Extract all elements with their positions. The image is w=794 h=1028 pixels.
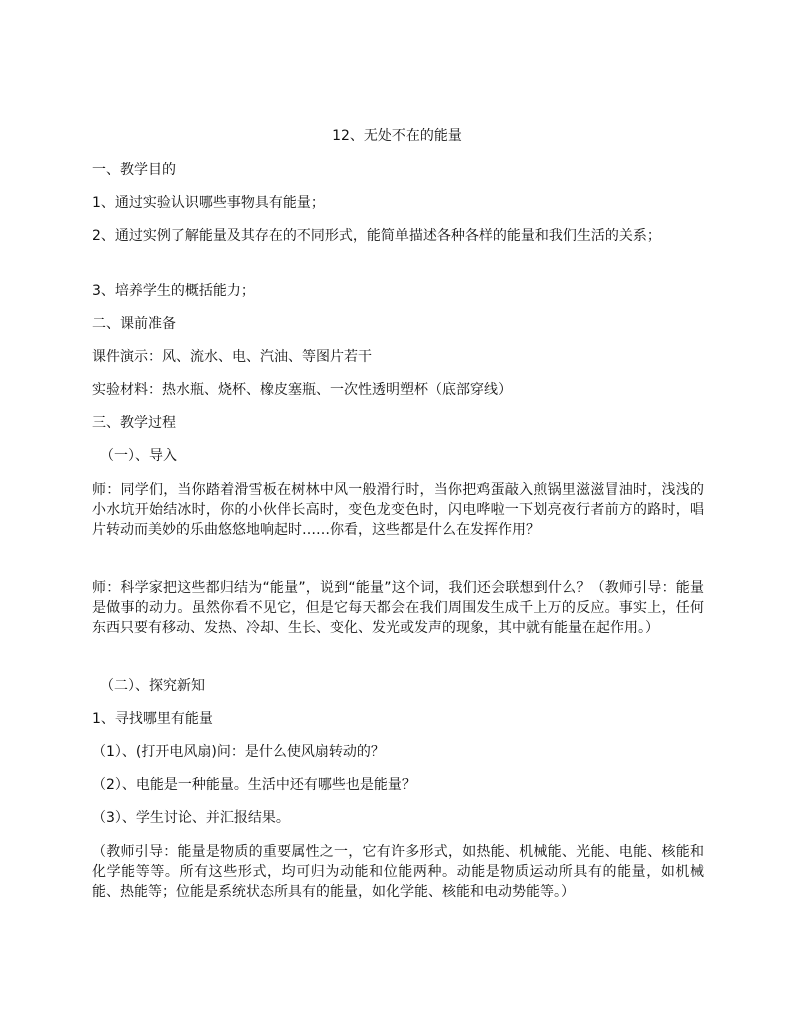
- step-2: （2）、电能是一种能量。生活中还有哪些也是能量？: [92, 777, 416, 793]
- section-heading-preparation: 二、课前准备: [92, 316, 176, 332]
- teacher-guidance: （教师引导：能量是物质的重要属性之一，它有许多形式，如热能、机械能、光能、电能、核能和化学能等等。所有这些形式，均可归为动能和位能两种。动能是物质运动所具有的能量，如机械能、热能等；位能是系统状态所具有的能量，如化学能、核能和电动势能等。）: [92, 844, 704, 900]
- step-find-energy: 1、寻找哪里有能量: [92, 711, 213, 727]
- teacher-paragraph-1: 师：同学们，当你踏着滑雪板在树林中风一般滑行时，当你把鸡蛋敲入煎锅里滋滋冒油时，浅浅的小水坑开始结冰时，你的小伙伴长高时，变色龙变色时，闪电哗啦一下划亮夜行者前方的路时，唱片转动而美妙的乐曲悠悠地响起时……你看，这些都是什么在发挥作用？: [92, 482, 704, 538]
- objective-2: 2、通过实例了解能量及其存在的不同形式，能简单描述各种各样的能量和我们生活的关系；: [92, 228, 661, 244]
- teacher-paragraph-2: 师：科学家把这些都归结为“能量”，说到“能量”这个词，我们还会联想到什么？（教师引导：能量是做事的动力。虽然你看不见它，但是它每天都会在我们周围发生成千上万的反应。事实上，任何东西只要有移动、发热、冷却、生长、变化、发光或发声的现象，其中就有能量在起作用。）: [92, 580, 704, 636]
- step-1: （1）、(打开电风扇)问：是什么使风扇转动的？: [92, 744, 385, 760]
- objective-3: 3、培养学生的概括能力；: [92, 283, 255, 299]
- section-heading-process: 三、教学过程: [92, 415, 176, 431]
- prep-courseware: 课件演示：风、流水、电、汽油、等图片若干: [92, 349, 372, 365]
- objective-1: 1、通过实验认识哪些事物具有能量；: [92, 195, 325, 211]
- document-title: 12、无处不在的能量: [332, 128, 462, 144]
- subsection-introduction: （一）、导入: [100, 448, 177, 464]
- step-3: （3）、学生讨论、并汇报结果。: [92, 810, 290, 826]
- section-heading-objectives: 一、教学目的: [92, 162, 176, 178]
- prep-materials: 实验材料：热水瓶、烧杯、橡皮塞瓶、一次性透明塑杯（底部穿线）: [92, 382, 512, 398]
- subsection-explore: （二）、探究新知: [100, 678, 205, 694]
